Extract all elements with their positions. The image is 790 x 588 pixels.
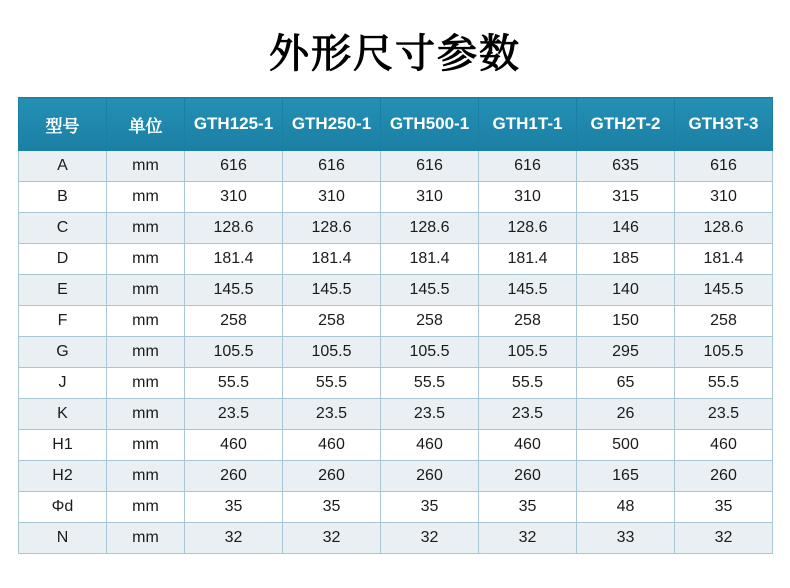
cell-value: 35: [675, 492, 773, 523]
row-unit: mm: [107, 337, 185, 368]
column-header-gth250-1: GTH250-1: [283, 98, 381, 151]
cell-value: 258: [185, 306, 283, 337]
cell-value: 460: [283, 430, 381, 461]
cell-value: 616: [381, 151, 479, 182]
cell-value: 460: [381, 430, 479, 461]
table-row: [19, 182, 773, 213]
column-header-gth2t-2: GTH2T-2: [577, 98, 675, 151]
cell-value: 128.6: [675, 213, 773, 244]
cell-value: 35: [381, 492, 479, 523]
row-label: H2: [19, 461, 107, 492]
row-label: F: [19, 306, 107, 337]
cell-value: 181.4: [185, 244, 283, 275]
cell-value: 150: [577, 306, 675, 337]
cell-value: 260: [381, 461, 479, 492]
table-row: [19, 244, 773, 275]
cell-value: 616: [185, 151, 283, 182]
row-label: N: [19, 523, 107, 554]
column-header-unit: 单位: [107, 98, 185, 151]
cell-value: 26: [577, 399, 675, 430]
cell-value: 145.5: [185, 275, 283, 306]
table-row: [19, 151, 773, 182]
column-header-gth125-1: GTH125-1: [185, 98, 283, 151]
cell-value: 32: [381, 523, 479, 554]
row-unit: mm: [107, 244, 185, 275]
cell-value: 258: [381, 306, 479, 337]
cell-value: 258: [479, 306, 577, 337]
cell-value: 140: [577, 275, 675, 306]
cell-value: 295: [577, 337, 675, 368]
row-label: A: [19, 151, 107, 182]
cell-value: 32: [675, 523, 773, 554]
cell-value: 260: [185, 461, 283, 492]
table-row: [19, 306, 773, 337]
table-row: [19, 430, 773, 461]
table-row: [19, 461, 773, 492]
cell-value: 310: [479, 182, 577, 213]
cell-value: 55.5: [185, 368, 283, 399]
row-label: B: [19, 182, 107, 213]
cell-value: 32: [479, 523, 577, 554]
cell-value: 181.4: [283, 244, 381, 275]
cell-value: 258: [283, 306, 381, 337]
cell-value: 165: [577, 461, 675, 492]
row-label: J: [19, 368, 107, 399]
table-header-row: [19, 98, 773, 151]
cell-value: 260: [283, 461, 381, 492]
cell-value: 35: [283, 492, 381, 523]
cell-value: 500: [577, 430, 675, 461]
cell-value: 185: [577, 244, 675, 275]
row-unit: mm: [107, 213, 185, 244]
row-unit: mm: [107, 399, 185, 430]
cell-value: 105.5: [185, 337, 283, 368]
cell-value: 65: [577, 368, 675, 399]
cell-value: 145.5: [675, 275, 773, 306]
cell-value: 460: [185, 430, 283, 461]
table-row: [19, 492, 773, 523]
table-row: [19, 399, 773, 430]
cell-value: 310: [381, 182, 479, 213]
column-header-model: 型号: [19, 98, 107, 151]
cell-value: 55.5: [381, 368, 479, 399]
page-title: 外形尺寸参数: [269, 31, 521, 77]
cell-value: 32: [283, 523, 381, 554]
cell-value: 258: [675, 306, 773, 337]
row-unit: mm: [107, 368, 185, 399]
column-header-gth3t-3: GTH3T-3: [675, 98, 773, 151]
cell-value: 460: [675, 430, 773, 461]
row-label: H1: [19, 430, 107, 461]
cell-value: 105.5: [283, 337, 381, 368]
cell-value: 23.5: [381, 399, 479, 430]
row-unit: mm: [107, 492, 185, 523]
table-row: [19, 523, 773, 554]
cell-value: 260: [675, 461, 773, 492]
row-unit: mm: [107, 523, 185, 554]
cell-value: 635: [577, 151, 675, 182]
cell-value: 35: [479, 492, 577, 523]
table-row: [19, 368, 773, 399]
cell-value: 260: [479, 461, 577, 492]
cell-value: 55.5: [283, 368, 381, 399]
row-unit: mm: [107, 461, 185, 492]
cell-value: 105.5: [675, 337, 773, 368]
row-unit: mm: [107, 151, 185, 182]
row-unit: mm: [107, 430, 185, 461]
cell-value: 616: [479, 151, 577, 182]
cell-value: 23.5: [283, 399, 381, 430]
row-label: G: [19, 337, 107, 368]
cell-value: 310: [675, 182, 773, 213]
cell-value: 145.5: [479, 275, 577, 306]
cell-value: 55.5: [479, 368, 577, 399]
cell-value: 55.5: [675, 368, 773, 399]
row-label: C: [19, 213, 107, 244]
row-label: D: [19, 244, 107, 275]
cell-value: 310: [283, 182, 381, 213]
column-header-gth1t-1: GTH1T-1: [479, 98, 577, 151]
row-label: Φd: [19, 492, 107, 523]
cell-value: 128.6: [283, 213, 381, 244]
cell-value: 146: [577, 213, 675, 244]
row-label: E: [19, 275, 107, 306]
dimension-table: [18, 97, 773, 554]
cell-value: 181.4: [675, 244, 773, 275]
cell-value: 616: [283, 151, 381, 182]
cell-value: 105.5: [381, 337, 479, 368]
cell-value: 128.6: [381, 213, 479, 244]
row-unit: mm: [107, 275, 185, 306]
cell-value: 23.5: [675, 399, 773, 430]
cell-value: 105.5: [479, 337, 577, 368]
table-row: [19, 337, 773, 368]
cell-value: 48: [577, 492, 675, 523]
cell-value: 145.5: [381, 275, 479, 306]
cell-value: 616: [675, 151, 773, 182]
cell-value: 33: [577, 523, 675, 554]
cell-value: 181.4: [381, 244, 479, 275]
cell-value: 460: [479, 430, 577, 461]
cell-value: 128.6: [185, 213, 283, 244]
row-label: K: [19, 399, 107, 430]
column-header-gth500-1: GTH500-1: [381, 98, 479, 151]
dimension-table-container: [0, 97, 790, 554]
table-row: [19, 275, 773, 306]
cell-value: 181.4: [479, 244, 577, 275]
table-header: [19, 98, 773, 151]
cell-value: 35: [185, 492, 283, 523]
row-unit: mm: [107, 306, 185, 337]
cell-value: 32: [185, 523, 283, 554]
cell-value: 23.5: [479, 399, 577, 430]
cell-value: 315: [577, 182, 675, 213]
table-row: [19, 213, 773, 244]
cell-value: 145.5: [283, 275, 381, 306]
cell-value: 23.5: [185, 399, 283, 430]
table-body: [19, 151, 773, 554]
cell-value: 128.6: [479, 213, 577, 244]
row-unit: mm: [107, 182, 185, 213]
cell-value: 310: [185, 182, 283, 213]
